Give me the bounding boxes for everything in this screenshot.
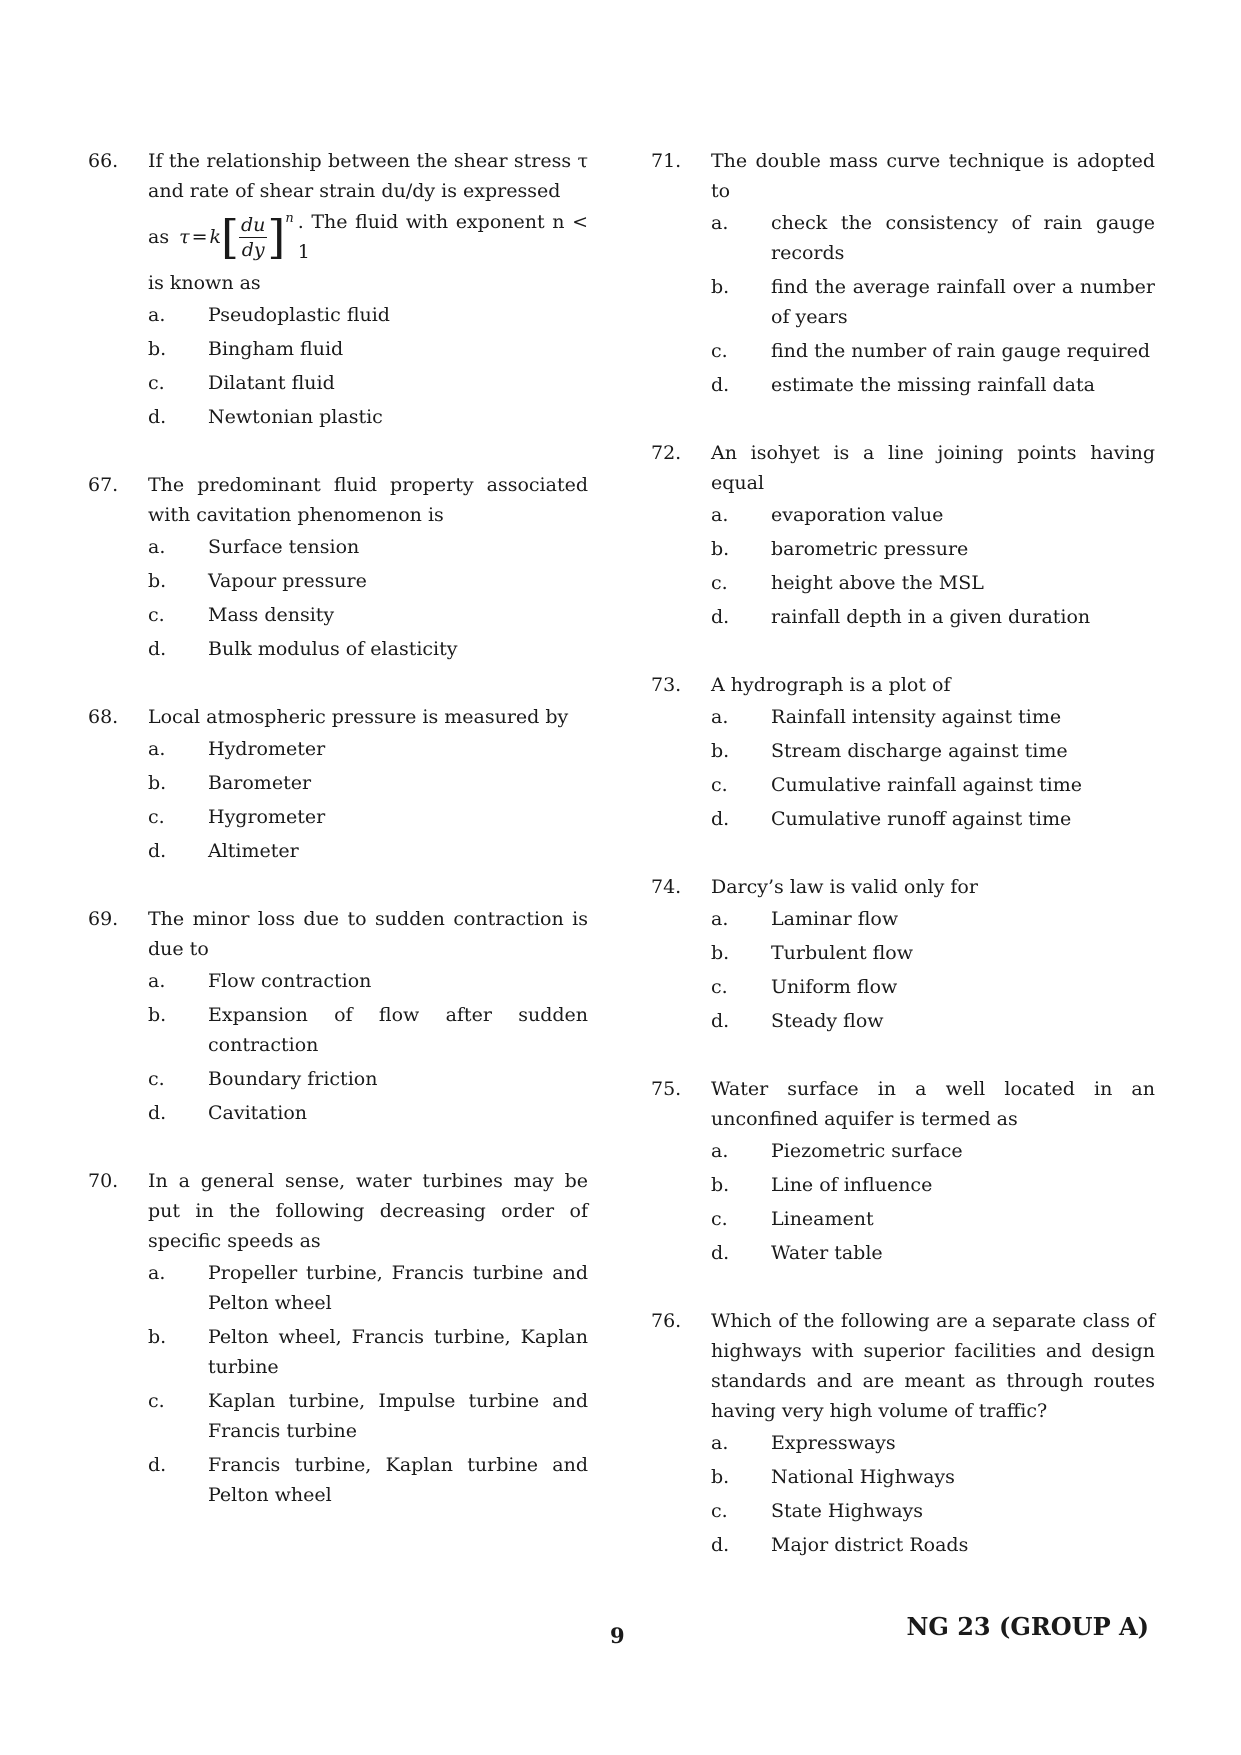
option-list <box>148 1258 588 1510</box>
option-text: barometric pressure <box>771 538 969 560</box>
option-letter: c. <box>711 774 728 796</box>
option-text: Steady flow <box>771 1010 884 1032</box>
question-text: The predominant fluid property associated with cavitation phenomenon is <box>148 474 588 526</box>
option-text: Lineament <box>771 1208 874 1230</box>
option-letter: b. <box>711 942 730 964</box>
option-text: Stream discharge against time <box>771 740 1068 762</box>
option-item <box>711 804 1155 834</box>
question-number: 68. <box>88 706 119 728</box>
question-text-before: If the relationship between the shear stress τ and rate of shear strain du/dy is expressed <box>148 150 588 202</box>
question-number: 70. <box>88 1170 119 1192</box>
option-item <box>148 734 588 764</box>
option-text: Laminar flow <box>771 908 899 930</box>
option-text: rainfall depth in a given duration <box>771 606 1091 628</box>
question-number: 73. <box>651 674 682 696</box>
option-item <box>711 272 1155 332</box>
option-text: Bulk modulus of elasticity <box>208 638 458 660</box>
option-item <box>148 1000 588 1060</box>
option-item <box>148 966 588 996</box>
option-item <box>711 1530 1155 1560</box>
option-text: Expressways <box>771 1432 896 1454</box>
question-number: 75. <box>651 1078 682 1100</box>
question-item <box>651 872 1155 1036</box>
question-text: Darcy’s law is valid only for <box>711 876 978 898</box>
question-number: 69. <box>88 908 119 930</box>
option-text: Bingham fluid <box>208 338 344 360</box>
question-stem <box>651 146 1155 206</box>
question-item <box>651 670 1155 834</box>
option-text: Turbulent flow <box>771 942 913 964</box>
question-number: 67. <box>88 474 119 496</box>
option-list <box>148 734 588 866</box>
option-letter: b. <box>711 276 730 298</box>
question-text: Which of the following are a separate class of highways with superior facilities and design standards and are meant as through routes having very high volume of traffic? <box>711 1310 1155 1422</box>
option-letter: a. <box>148 536 166 558</box>
question-text: Local atmospheric pressure is measured by <box>148 706 569 728</box>
option-text: Water table <box>771 1242 883 1264</box>
question-item <box>651 438 1155 632</box>
option-text: Hydrometer <box>208 738 326 760</box>
question-text-after: is known as <box>148 272 261 294</box>
option-letter: d. <box>148 638 167 660</box>
question-stem <box>88 702 588 732</box>
question-stem <box>651 872 1155 902</box>
option-text: Newtonian plastic <box>208 406 383 428</box>
question-item <box>88 904 588 1128</box>
option-list <box>711 500 1155 632</box>
question-stem <box>651 438 1155 498</box>
option-text: height above the MSL <box>771 572 984 594</box>
question-number: 71. <box>651 150 682 172</box>
option-text: Line of influence <box>771 1174 933 1196</box>
option-letter: c. <box>711 572 728 594</box>
question-text: An isohyet is a line joining points having equal <box>711 442 1155 494</box>
option-letter: b. <box>148 1004 167 1026</box>
right-column <box>651 146 1155 1598</box>
option-item <box>148 634 588 664</box>
option-letter: b. <box>148 1326 167 1348</box>
option-item <box>711 938 1155 968</box>
formula-line <box>148 206 588 268</box>
option-letter: b. <box>148 570 167 592</box>
question-text: The double mass curve technique is adopted to <box>711 150 1155 202</box>
option-text: Flow contraction <box>208 970 372 992</box>
option-item <box>148 600 588 630</box>
option-text: Cumulative runoff against time <box>771 808 1072 830</box>
option-item <box>148 1386 588 1446</box>
option-text: Kaplan turbine, Impulse turbine and Francis turbine <box>208 1390 588 1442</box>
option-item <box>711 1462 1155 1492</box>
option-letter: d. <box>711 1010 730 1032</box>
option-list <box>148 300 588 432</box>
option-text: Pseudoplastic fluid <box>208 304 390 326</box>
option-text: Cavitation <box>208 1102 308 1124</box>
option-item <box>148 836 588 866</box>
paper-code: NG 23 (GROUP A) <box>906 1612 1149 1641</box>
question-item <box>88 470 588 664</box>
question-stem <box>651 1306 1155 1426</box>
question-stem <box>651 670 1155 700</box>
option-item <box>148 368 588 398</box>
question-item <box>651 1074 1155 1268</box>
option-text: Francis turbine, Kaplan turbine and Pelton wheel <box>208 1454 588 1506</box>
option-item <box>148 1258 588 1318</box>
option-text: Altimeter <box>208 840 299 862</box>
option-letter: c. <box>148 1068 165 1090</box>
option-item <box>711 1204 1155 1234</box>
option-list <box>711 904 1155 1036</box>
question-number: 72. <box>651 442 682 464</box>
option-letter: b. <box>711 1174 730 1196</box>
option-item <box>148 532 588 562</box>
formula-exponent: n <box>285 211 294 226</box>
option-letter: a. <box>711 504 729 526</box>
option-item <box>148 566 588 596</box>
option-item <box>711 736 1155 766</box>
option-letter: c. <box>148 604 165 626</box>
option-letter: d. <box>711 374 730 396</box>
option-item <box>711 1238 1155 1268</box>
formula-fraction <box>239 213 267 262</box>
question-stem <box>651 1074 1155 1134</box>
option-text: State Highways <box>771 1500 924 1522</box>
option-item <box>148 402 588 432</box>
option-list <box>711 1428 1155 1560</box>
option-letter: a. <box>711 212 729 234</box>
option-letter: a. <box>711 908 729 930</box>
option-letter: c. <box>711 1208 728 1230</box>
option-item <box>711 1170 1155 1200</box>
option-item <box>148 802 588 832</box>
formula-prefix: as <box>148 226 170 248</box>
option-item <box>711 370 1155 400</box>
option-item <box>148 334 588 364</box>
option-letter: d. <box>148 840 167 862</box>
question-stem <box>88 1166 588 1256</box>
option-text: estimate the missing rainfall data <box>771 374 1095 396</box>
option-text: Piezometric surface <box>771 1140 963 1162</box>
option-text: Expansion of flow after sudden contraction <box>208 1004 588 1056</box>
option-letter: d. <box>148 1454 167 1476</box>
option-letter: c. <box>148 372 165 394</box>
formula-numerator: du <box>240 213 266 236</box>
option-text: Barometer <box>208 772 312 794</box>
option-text: Mass density <box>208 604 335 626</box>
option-item <box>711 500 1155 530</box>
option-text: find the average rainfall over a number of years <box>771 276 1155 328</box>
question-item <box>88 702 588 866</box>
option-letter: a. <box>711 1140 729 1162</box>
formula-left-bracket: [ <box>221 210 239 264</box>
option-item <box>148 1064 588 1094</box>
option-item <box>148 300 588 330</box>
question-text: A hydrograph is a plot of <box>711 674 951 696</box>
option-item <box>711 602 1155 632</box>
option-item <box>148 768 588 798</box>
question-stem <box>88 470 588 530</box>
option-item <box>711 972 1155 1002</box>
option-letter: a. <box>711 1432 729 1454</box>
option-letter: c. <box>711 1500 728 1522</box>
formula-right-bracket: ] <box>267 210 286 264</box>
option-item <box>148 1450 588 1510</box>
question-text: In a general sense, water turbines may be put in the following decreasing order of specific speeds as <box>148 1170 588 1252</box>
formula-suffix: . The fluid with exponent n < 1 <box>297 211 588 263</box>
option-text: National Highways <box>771 1466 955 1488</box>
option-item <box>711 1428 1155 1458</box>
option-text: Boundary friction <box>208 1068 378 1090</box>
left-column <box>88 146 588 1548</box>
option-letter: c. <box>711 976 728 998</box>
option-letter: c. <box>148 806 165 828</box>
option-item <box>148 1322 588 1382</box>
option-item <box>711 1496 1155 1526</box>
option-text: Surface tension <box>208 536 360 558</box>
question-item <box>88 1166 588 1510</box>
option-item <box>711 208 1155 268</box>
option-item <box>711 1006 1155 1036</box>
option-list <box>148 966 588 1128</box>
option-item <box>711 568 1155 598</box>
option-letter: d. <box>711 1242 730 1264</box>
option-item <box>711 1136 1155 1166</box>
option-text: Major district Roads <box>771 1534 969 1556</box>
option-text: find the number of rain gauge required <box>771 340 1151 362</box>
formula-equals: = <box>191 226 208 248</box>
question-text: Water surface in a well located in an unconfined aquifer is termed as <box>711 1078 1155 1130</box>
question-number: 74. <box>651 876 682 898</box>
option-letter: a. <box>148 738 166 760</box>
option-item <box>148 1098 588 1128</box>
question-item <box>651 146 1155 400</box>
option-letter: b. <box>148 338 167 360</box>
option-text: evaporation value <box>771 504 944 526</box>
question-item <box>88 146 588 432</box>
option-list <box>148 532 588 664</box>
option-letter: a. <box>711 706 729 728</box>
option-text: Uniform flow <box>771 976 898 998</box>
option-list <box>711 702 1155 834</box>
option-text: Rainfall intensity against time <box>771 706 1062 728</box>
option-item <box>711 702 1155 732</box>
option-letter: a. <box>148 304 166 326</box>
option-list <box>711 1136 1155 1268</box>
option-letter: c. <box>148 1390 165 1412</box>
option-letter: d. <box>148 1102 167 1124</box>
option-text: Vapour pressure <box>208 570 367 592</box>
option-item <box>711 904 1155 934</box>
formula-tau: τ <box>179 226 190 248</box>
option-letter: b. <box>711 1466 730 1488</box>
option-letter: a. <box>148 970 166 992</box>
option-letter: d. <box>148 406 167 428</box>
option-letter: b. <box>148 772 167 794</box>
option-text: Dilatant fluid <box>208 372 335 394</box>
page-number: 9 <box>610 1623 625 1648</box>
question-text <box>148 146 588 298</box>
option-letter: a. <box>148 1262 166 1284</box>
question-stem <box>88 146 588 298</box>
question-item <box>651 1306 1155 1560</box>
option-item <box>711 770 1155 800</box>
option-list <box>711 208 1155 400</box>
formula-denominator: dy <box>241 238 265 261</box>
question-number: 66. <box>88 150 119 172</box>
question-text: The minor loss due to sudden contraction is due to <box>148 908 588 960</box>
option-text: Hygrometer <box>208 806 326 828</box>
option-text: check the consistency of rain gauge records <box>771 212 1155 264</box>
option-text: Cumulative rainfall against time <box>771 774 1082 796</box>
question-number: 76. <box>651 1310 682 1332</box>
option-letter: c. <box>711 340 728 362</box>
option-item <box>711 336 1155 366</box>
option-letter: b. <box>711 538 730 560</box>
option-letter: d. <box>711 808 730 830</box>
option-letter: b. <box>711 740 730 762</box>
formula-k: k <box>209 226 222 248</box>
option-letter: d. <box>711 1534 730 1556</box>
question-stem <box>88 904 588 964</box>
option-text: Propeller turbine, Francis turbine and Pelton wheel <box>208 1262 588 1314</box>
option-item <box>711 534 1155 564</box>
option-text: Pelton wheel, Francis turbine, Kaplan turbine <box>208 1326 588 1378</box>
option-letter: d. <box>711 606 730 628</box>
